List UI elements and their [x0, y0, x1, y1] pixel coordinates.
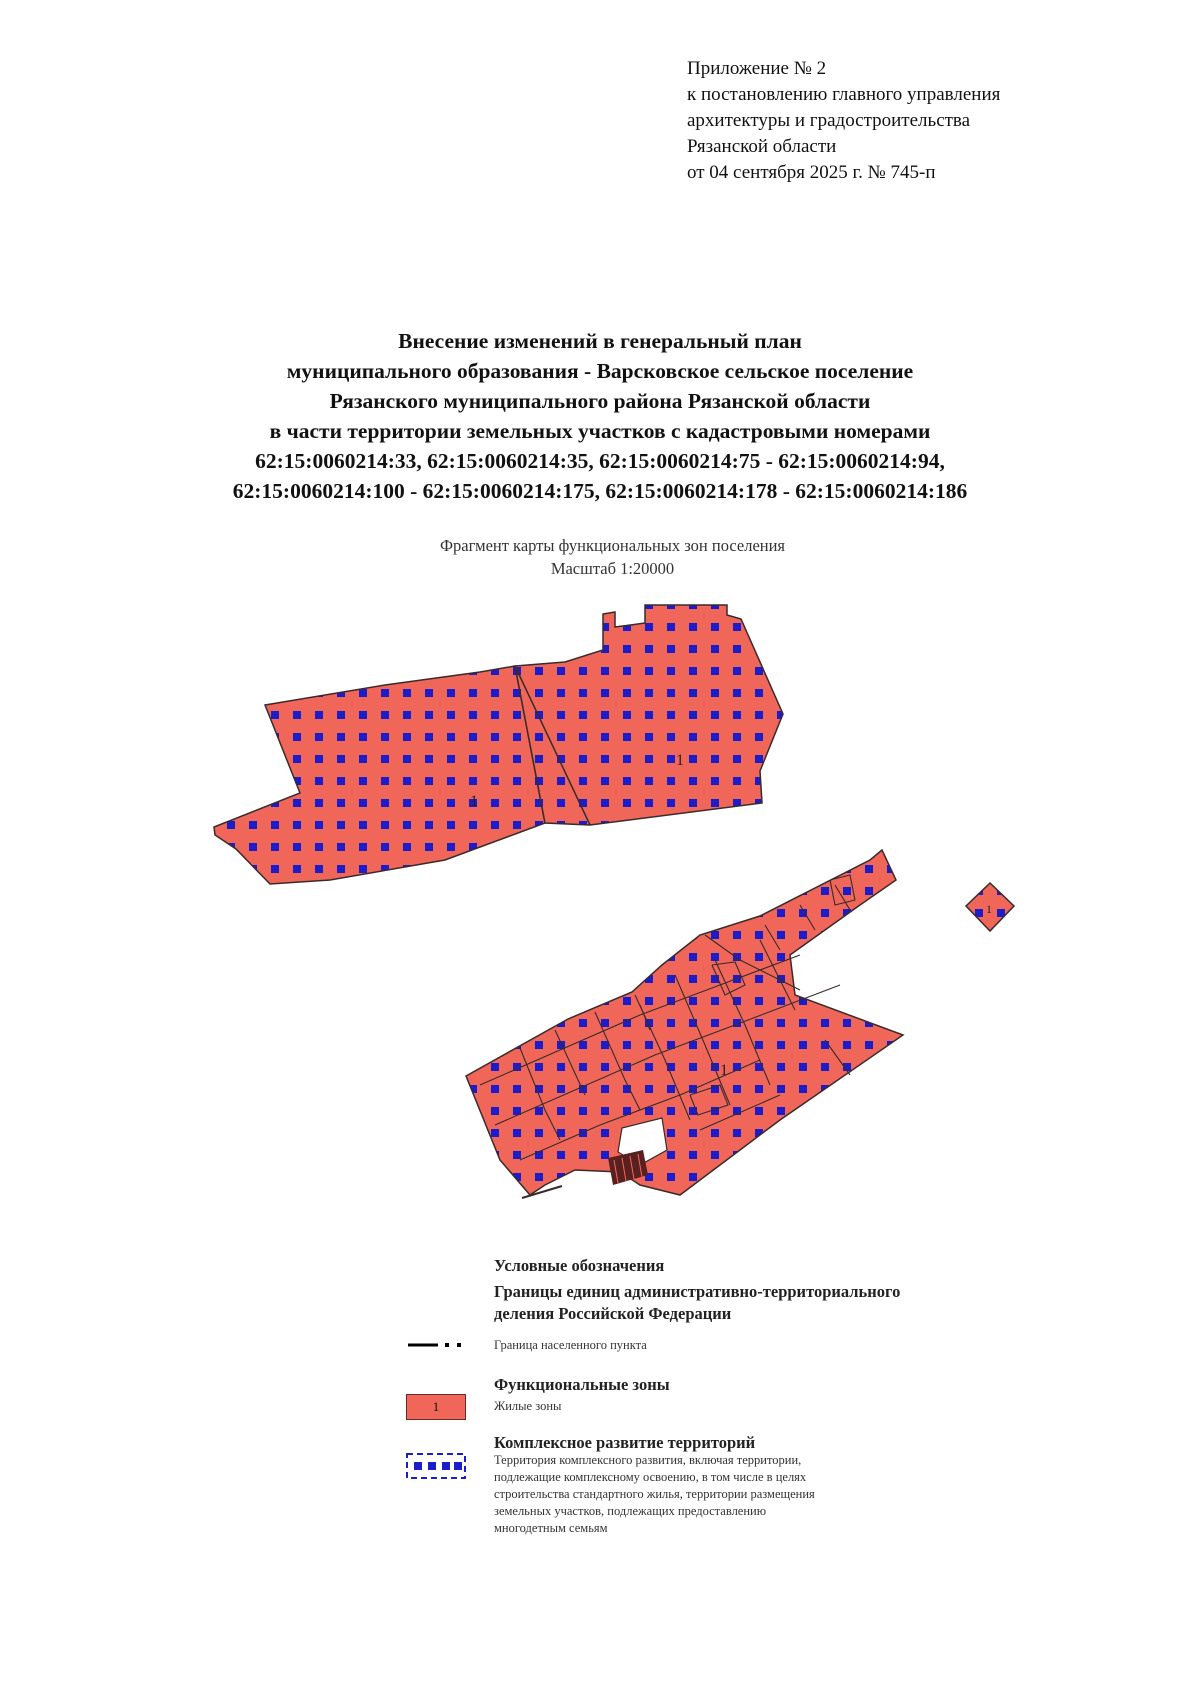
- legend-zones-heading: Функциональные зоны: [494, 1375, 670, 1394]
- title-line: Внесение изменений в генеральный план: [398, 329, 802, 353]
- appendix-line: от 04 сентября 2025 г. № 745-п: [687, 162, 936, 183]
- legend-complex-description: [494, 1452, 815, 1537]
- legend-admin-heading-line: Границы единиц административно-территориального: [494, 1282, 901, 1301]
- title-line: Рязанского муниципального района Рязанской области: [329, 389, 871, 413]
- appendix-line: архитектуры и градостроительства: [687, 110, 971, 131]
- legend-complex-line: подлежащие комплексному освоению, в том числе в целях: [494, 1470, 807, 1484]
- legend-complex-line: многодетным семьям: [494, 1521, 608, 1535]
- title-line: в части территории земельных участков с кадастровыми номерами: [269, 419, 931, 443]
- legend-complex-line: земельных участков, подлежащих предоставлению: [494, 1504, 767, 1518]
- appendix-line: к постановлению главного управления: [687, 84, 1001, 105]
- complex-development-symbol: [406, 1453, 466, 1479]
- appendix-line: Приложение № 2: [687, 58, 827, 79]
- residential-zone-south: [466, 850, 903, 1195]
- zone-label: 1: [470, 793, 478, 810]
- legend-title: Условные обозначения: [494, 1256, 665, 1275]
- legend-complex-line: Территория комплексного развития, включая территории,: [494, 1453, 802, 1467]
- legend-admin-heading: [494, 1281, 900, 1325]
- zone-label: 1: [720, 1062, 728, 1079]
- legend-residential: Жилые зоны: [494, 1399, 562, 1413]
- legend-complex-line: строительства стандартного жилья, территории размещения: [494, 1487, 815, 1501]
- residential-code: 1: [432, 1399, 440, 1414]
- title-line: муниципального образования - Варсковское сельское поселение: [286, 359, 914, 383]
- zone-label: 1: [676, 752, 684, 769]
- settlement-border-symbol: [406, 1340, 470, 1350]
- map-scale: Масштаб 1:20000: [550, 559, 675, 578]
- residential-zone-north: [515, 605, 783, 825]
- residential-zone-west: [214, 666, 545, 884]
- title-line: 62:15:0060214:33, 62:15:0060214:35, 62:15:0060214:75 - 62:15:0060214:94,: [255, 449, 945, 473]
- appendix-line: Рязанской области: [687, 136, 837, 157]
- map-caption-text: Фрагмент карты функциональных зон поселения: [439, 536, 786, 555]
- legend-settlement-border: Граница населенного пункта: [494, 1338, 647, 1352]
- legend-admin-heading-line: деления Российской Федерации: [494, 1304, 732, 1323]
- title-line: 62:15:0060214:100 - 62:15:0060214:175, 62:15:0060214:178 - 62:15:0060214:186: [232, 479, 968, 503]
- zone-label: 1: [986, 902, 992, 916]
- legend-complex-heading: Комплексное развитие территорий: [494, 1433, 756, 1452]
- residential-swatch: [406, 1394, 466, 1420]
